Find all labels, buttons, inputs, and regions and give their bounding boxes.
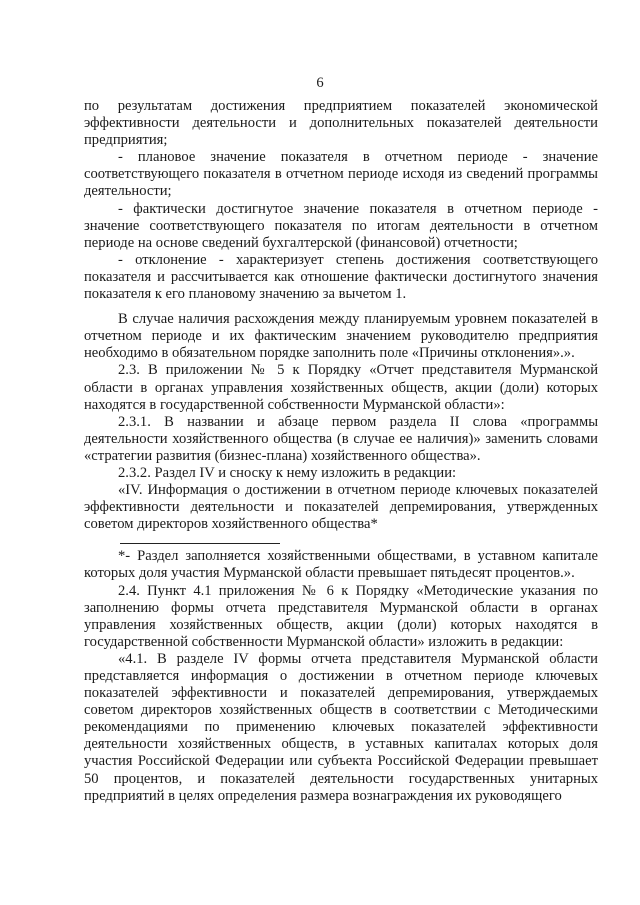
paragraph-footnote: *- Раздел заполняется хозяйственными обществами, в уставном капитале которых доля участия Мурманской области превышает пятьдесят процентов.».	[84, 548, 598, 582]
paragraph-2-3: 2.3. В приложении № 5 к Порядку «Отчет представителя Мурманской области в органах управления хозяйственных обществ, акции (доли) которых находятся в государственной собственности Мурманской области»:	[84, 362, 598, 413]
paragraph-continuation: по результатам достижения предприятием показателей экономической эффективности деятельности и дополнительных показателей деятельности предприятия;	[84, 98, 598, 149]
paragraph-2-3-2: 2.3.2. Раздел IV и сноску к нему изложить в редакции:	[118, 464, 457, 481]
paragraph-discrepancy: В случае наличия расхождения между планируемым уровнем показателей в отчетном периоде и их фактическим значением руководителю предприятия необходимо в обязательном порядке заполнить поле «Причины отклонения».».	[84, 311, 598, 362]
paragraph-2-3-1: 2.3.1. В названии и абзаце первом раздела II слова «программы деятельности хозяйственного общества (в случае ее наличия)» заменить словами «стратегии развития (бизнес-плана) хозяйственного общества».	[84, 413, 598, 464]
page-number: 6	[316, 75, 324, 91]
paragraph-actual-value: - фактически достигнутое значение показателя в отчетном периоде - значение соответствующего показателя по итогам деятельности в отчетном периоде на основе сведений бухгалтерской (финансовой) отчетности;	[84, 200, 598, 251]
document-body	[84, 98, 598, 805]
paragraph-section-iv: «IV. Информация о достижении в отчетном периоде ключевых показателей эффективности деятельности и показателей депремирования, утвержденных советом директоров хозяйственного общества*	[84, 482, 598, 533]
paragraph-deviation: - отклонение - характеризует степень достижения соответствующего показателя и рассчитывается как отношение фактически достигнутого значения показателя к его плановому значению за вычетом 1.	[84, 251, 598, 303]
paragraph-planned-value: - плановое значение показателя в отчетном периоде - значение соответствующего показателя в отчетном периоде исходя из сведений программы деятельности;	[84, 149, 598, 200]
paragraph-2-4: 2.4. Пункт 4.1 приложения № 6 к Порядку «Методические указания по заполнению формы отчета представителя Мурманской области в органах управления хозяйственных обществ, акции (доли) которых находятся в государственной собственности Мурманской области» изложить в редакции:	[84, 582, 598, 650]
paragraph-4-1: «4.1. В разделе IV формы отчета представителя Мурманской области представляется информация о достижении в отчетном периоде ключевых показателей эффективности и показателей депремирования, утверждаемых советом директоров хозяйственных обществ в соответствии с Методическими рекомендациями по применению ключевых показателей эффективности деятельности хозяйственных обществ, в уставных капиталах которых доля участия Российской Федерации или субъекта Российской Федерации превышает 50 процентов, и показателей деятельности государственных унитарных предприятий в целях определения размера вознаграждения их руководящего	[84, 650, 598, 804]
footnote-divider	[120, 543, 280, 544]
